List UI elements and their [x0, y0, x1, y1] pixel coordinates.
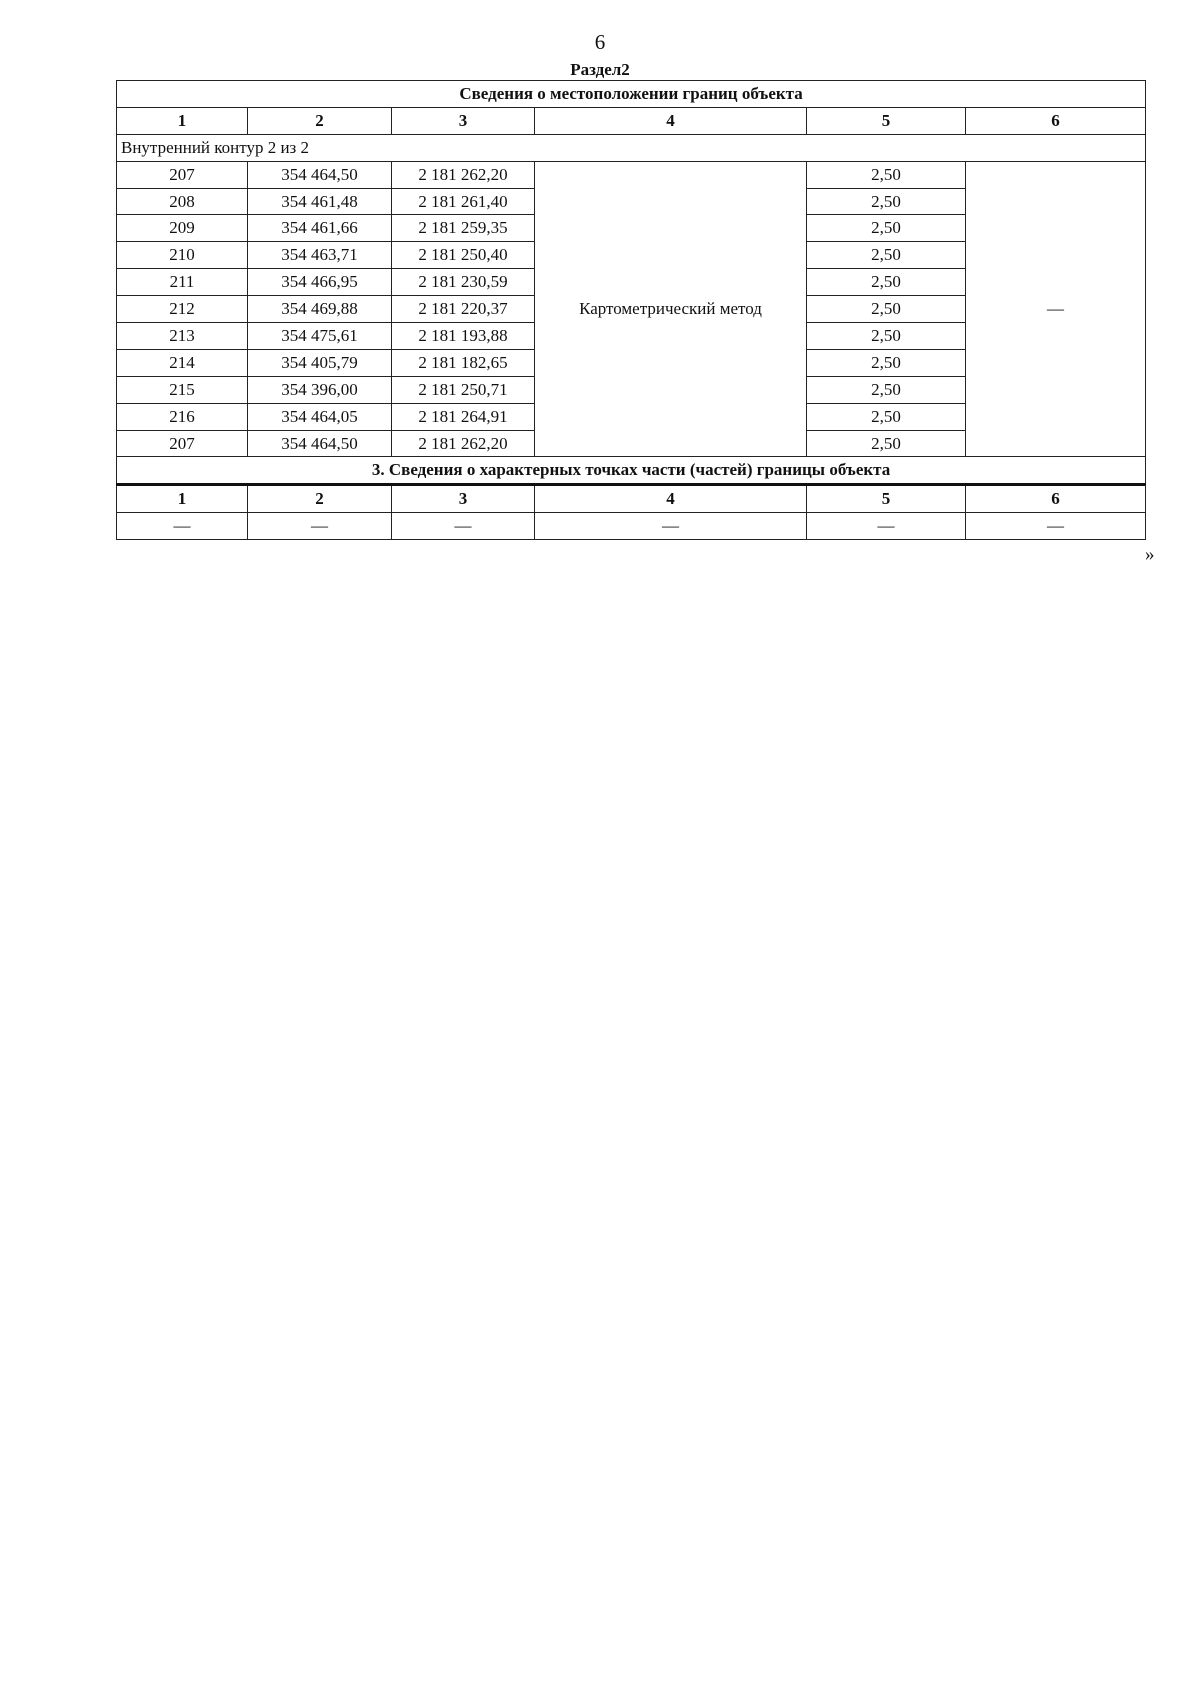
- accuracy-cell: 2,50: [807, 403, 966, 430]
- column-header: 6: [966, 107, 1146, 134]
- column-header: 4: [535, 107, 807, 134]
- column-header: 5: [807, 107, 966, 134]
- empty-cell: —: [966, 513, 1146, 540]
- section3-header-row: [117, 485, 1146, 513]
- x-coordinate-cell: 354 396,00: [248, 376, 392, 403]
- contour-row: [117, 134, 1146, 161]
- closing-quote-mark: »: [1145, 544, 1155, 565]
- description-cell: —: [966, 161, 1146, 457]
- page-number: 6: [594, 30, 606, 54]
- point-number-cell: 215: [117, 376, 248, 403]
- column-header: 4: [535, 485, 807, 513]
- y-coordinate-cell: 2 181 182,65: [392, 349, 535, 376]
- y-coordinate-cell: 2 181 262,20: [392, 161, 535, 188]
- accuracy-cell: 2,50: [807, 269, 966, 296]
- accuracy-cell: 2,50: [807, 376, 966, 403]
- accuracy-cell: 2,50: [807, 188, 966, 215]
- column-header-row: [117, 107, 1146, 134]
- point-number-cell: 207: [117, 430, 248, 457]
- y-coordinate-cell: 2 181 250,71: [392, 376, 535, 403]
- table-caption: Сведения о местоположении границ объекта: [117, 81, 1146, 108]
- accuracy-cell: 2,50: [807, 242, 966, 269]
- empty-cell: —: [248, 513, 392, 540]
- y-coordinate-cell: 2 181 264,91: [392, 403, 535, 430]
- column-header: 1: [117, 107, 248, 134]
- x-coordinate-cell: 354 464,50: [248, 161, 392, 188]
- accuracy-cell: 2,50: [807, 296, 966, 323]
- y-coordinate-cell: 2 181 193,88: [392, 323, 535, 350]
- accuracy-cell: 2,50: [807, 161, 966, 188]
- point-number-cell: 209: [117, 215, 248, 242]
- accuracy-cell: 2,50: [807, 323, 966, 350]
- column-header: 1: [117, 485, 248, 513]
- section3-caption-row: [117, 457, 1146, 485]
- caption-row: [117, 81, 1146, 108]
- section-title: Раздел2: [570, 60, 630, 79]
- x-coordinate-cell: 354 461,48: [248, 188, 392, 215]
- x-coordinate-cell: 354 464,05: [248, 403, 392, 430]
- section3-empty-row: [117, 513, 1146, 540]
- empty-cell: —: [392, 513, 535, 540]
- x-coordinate-cell: 354 461,66: [248, 215, 392, 242]
- x-coordinate-cell: 354 405,79: [248, 349, 392, 376]
- section3-caption: 3. Сведения о характерных точках части (частей) границы объекта: [117, 457, 1146, 485]
- boundary-table: [116, 80, 1146, 540]
- y-coordinate-cell: 2 181 250,40: [392, 242, 535, 269]
- point-number-cell: 213: [117, 323, 248, 350]
- x-coordinate-cell: 354 475,61: [248, 323, 392, 350]
- x-coordinate-cell: 354 466,95: [248, 269, 392, 296]
- accuracy-cell: 2,50: [807, 430, 966, 457]
- x-coordinate-cell: 354 463,71: [248, 242, 392, 269]
- y-coordinate-cell: 2 181 262,20: [392, 430, 535, 457]
- contour-label: Внутренний контур 2 из 2: [117, 134, 1146, 161]
- point-number-cell: 212: [117, 296, 248, 323]
- empty-cell: —: [807, 513, 966, 540]
- accuracy-cell: 2,50: [807, 349, 966, 376]
- method-cell: Картометрический метод: [535, 161, 807, 457]
- point-number-cell: 210: [117, 242, 248, 269]
- table-row: [117, 161, 1146, 188]
- column-header: 2: [248, 107, 392, 134]
- column-header: 5: [807, 485, 966, 513]
- column-header: 2: [248, 485, 392, 513]
- empty-cell: —: [535, 513, 807, 540]
- empty-cell: —: [117, 513, 248, 540]
- point-number-cell: 207: [117, 161, 248, 188]
- point-number-cell: 208: [117, 188, 248, 215]
- x-coordinate-cell: 354 469,88: [248, 296, 392, 323]
- y-coordinate-cell: 2 181 220,37: [392, 296, 535, 323]
- y-coordinate-cell: 2 181 259,35: [392, 215, 535, 242]
- point-number-cell: 214: [117, 349, 248, 376]
- point-number-cell: 211: [117, 269, 248, 296]
- column-header: 3: [392, 485, 535, 513]
- column-header: 3: [392, 107, 535, 134]
- y-coordinate-cell: 2 181 230,59: [392, 269, 535, 296]
- x-coordinate-cell: 354 464,50: [248, 430, 392, 457]
- accuracy-cell: 2,50: [807, 215, 966, 242]
- point-number-cell: 216: [117, 403, 248, 430]
- y-coordinate-cell: 2 181 261,40: [392, 188, 535, 215]
- column-header: 6: [966, 485, 1146, 513]
